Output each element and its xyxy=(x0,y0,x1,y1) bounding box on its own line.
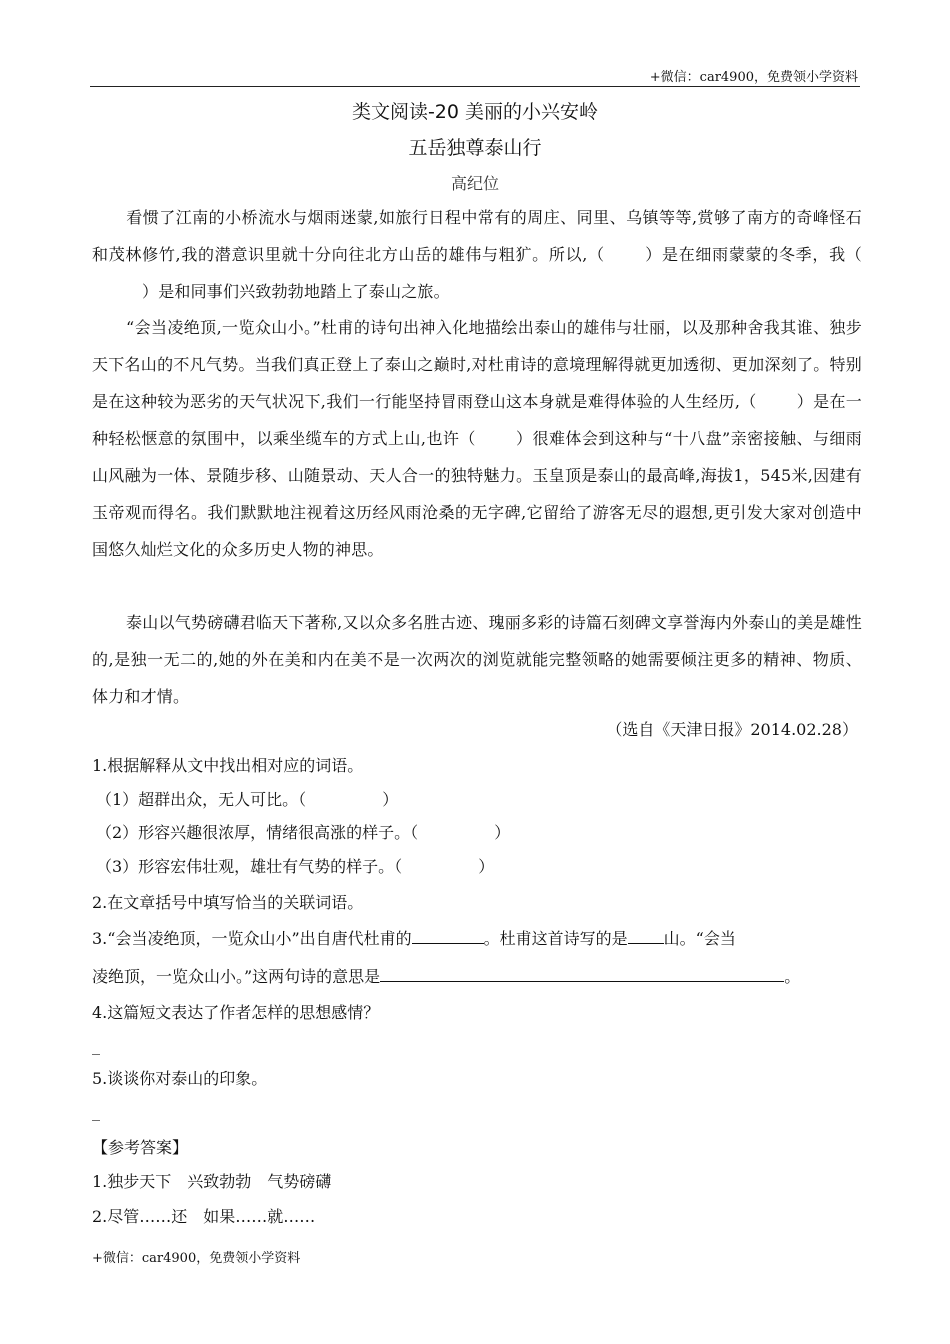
question-1-item-3-text: （3）形容宏伟壮观，雄壮有气势的样子。（ xyxy=(96,857,403,876)
question-1-item-3 xyxy=(96,852,866,882)
article-title: 五岳独尊泰山行 xyxy=(408,137,542,159)
paragraph-2-part-a: “会当凌绝顶,一览众山小。”杜甫的诗句出神入化地描绘出泰山的雄伟与壮丽，以及那种舍我其谁、独步天下名山的不凡气势。当我们真正登上了泰山之巅时,对杜甫诗的意境理解得就更加透彻、更加深刻了。特别是在这种较为恶劣的天气状况下,我们一行能坚持冒雨登山这本身就是难得体验的人生经历,（ xyxy=(92,318,862,411)
header-note: +微信：car4900，免费领小学资料 xyxy=(649,70,858,85)
question-4: 4.这篇短文表达了作者怎样的思想感情？ xyxy=(92,1003,380,1022)
answer-blank-poem[interactable] xyxy=(412,925,484,944)
question-1-item-2 xyxy=(96,818,866,848)
question-3-text-b: 。杜甫这首诗写的是 xyxy=(483,929,628,948)
answer-1: 1.独步天下 兴致勃勃 气势磅礴 xyxy=(92,1172,332,1191)
answer-line-5[interactable]: _ xyxy=(92,1102,100,1121)
question-1-item-1-close: ） xyxy=(382,790,399,809)
question-3-text-d: 凌绝顶，一览众山小。”这两句诗的意思是 xyxy=(92,967,381,986)
lesson-title: 类文阅读-20 美丽的小兴安岭 xyxy=(351,101,599,123)
question-1-item-1-text: （1）超群出众，无人可比。（ xyxy=(96,790,307,809)
paragraph-2-part-b: ）是在一种轻松惬意的氛围中，以乘坐缆车的方式上山,也许（ xyxy=(92,392,862,448)
paragraph-2-part-c: ）很难体会到这种与“十八盘”亲密接触、与细雨山风融为一体、景随步移、山随景动、天人合一的独特魅力。玉皇顶是泰山的最高峰,海拔1，545米,因建有玉帝观而得名。我们默默地注视着这历经风雨沧桑的无字碑,它留给了游客无尽的遐想,更引发大家对创造中国悠久灿烂文化的众多历史人物的神思。 xyxy=(92,429,862,559)
question-1-item-1 xyxy=(96,785,866,815)
article-source: （选自《天津日报》2014.02.28） xyxy=(606,720,858,739)
paragraph-1-part-a: 看惯了江南的小桥流水与烟雨迷蒙,如旅行日程中常有的周庄、同里、乌镇等等,赏够了南方的奇峰怪石和茂林修竹,我的潜意识里就十分向往北方山岳的雄伟与粗犷。所以,（ xyxy=(92,208,862,264)
paragraph-1-part-b: ）是在细雨蒙蒙的冬季，我（ xyxy=(644,245,862,264)
answers-heading: 【参考答案】 xyxy=(92,1138,189,1157)
paragraph-1-part-c: ）是和同事们兴致勃勃地踏上了泰山之旅。 xyxy=(142,282,450,301)
question-3-line-1 xyxy=(92,924,862,954)
answer-blank-mountain[interactable] xyxy=(628,925,664,944)
paragraph-1 xyxy=(92,199,862,310)
question-2: 2.在文章括号中填写恰当的关联词语。 xyxy=(92,893,364,912)
paragraph-3 xyxy=(92,604,862,715)
header-divider xyxy=(90,86,860,87)
question-3-line-2 xyxy=(92,962,862,992)
article-author: 高纪位 xyxy=(450,174,499,193)
question-1-item-2-close: ） xyxy=(494,823,511,842)
question-5: 5.谈谈你对泰山的印象。 xyxy=(92,1069,268,1088)
paragraph-3-text: 泰山以气势磅礴君临天下著称,又以众多名胜古迹、瑰丽多彩的诗篇石刻碑文享誉海内外泰山的美是雄性的,是独一无二的,她的外在美和内在美不是一次两次的浏览就能完整领略的她需要倾注更多的精神、物质、体力和才情。 xyxy=(92,613,862,706)
question-3-text-a: 3.“会当凌绝顶，一览众山小”出自唐代杜甫的 xyxy=(92,929,412,948)
answer-blank-meaning[interactable] xyxy=(380,963,784,982)
question-3-text-c: 山。“会当 xyxy=(663,929,736,948)
answer-2: 2.尽管……还 如果……就…… xyxy=(92,1207,316,1226)
question-1-item-3-close: ） xyxy=(478,857,495,876)
question-3-text-e: 。 xyxy=(784,967,801,986)
question-1-item-2-text: （2）形容兴趣很浓厚，情绪很高涨的样子。（ xyxy=(96,823,419,842)
answer-line-4[interactable]: _ xyxy=(92,1036,100,1055)
footer-note: +微信：car4900，免费领小学资料 xyxy=(92,1251,301,1266)
paragraph-2 xyxy=(92,309,862,568)
question-1: 1.根据解释从文中找出相对应的词语。 xyxy=(92,756,364,775)
